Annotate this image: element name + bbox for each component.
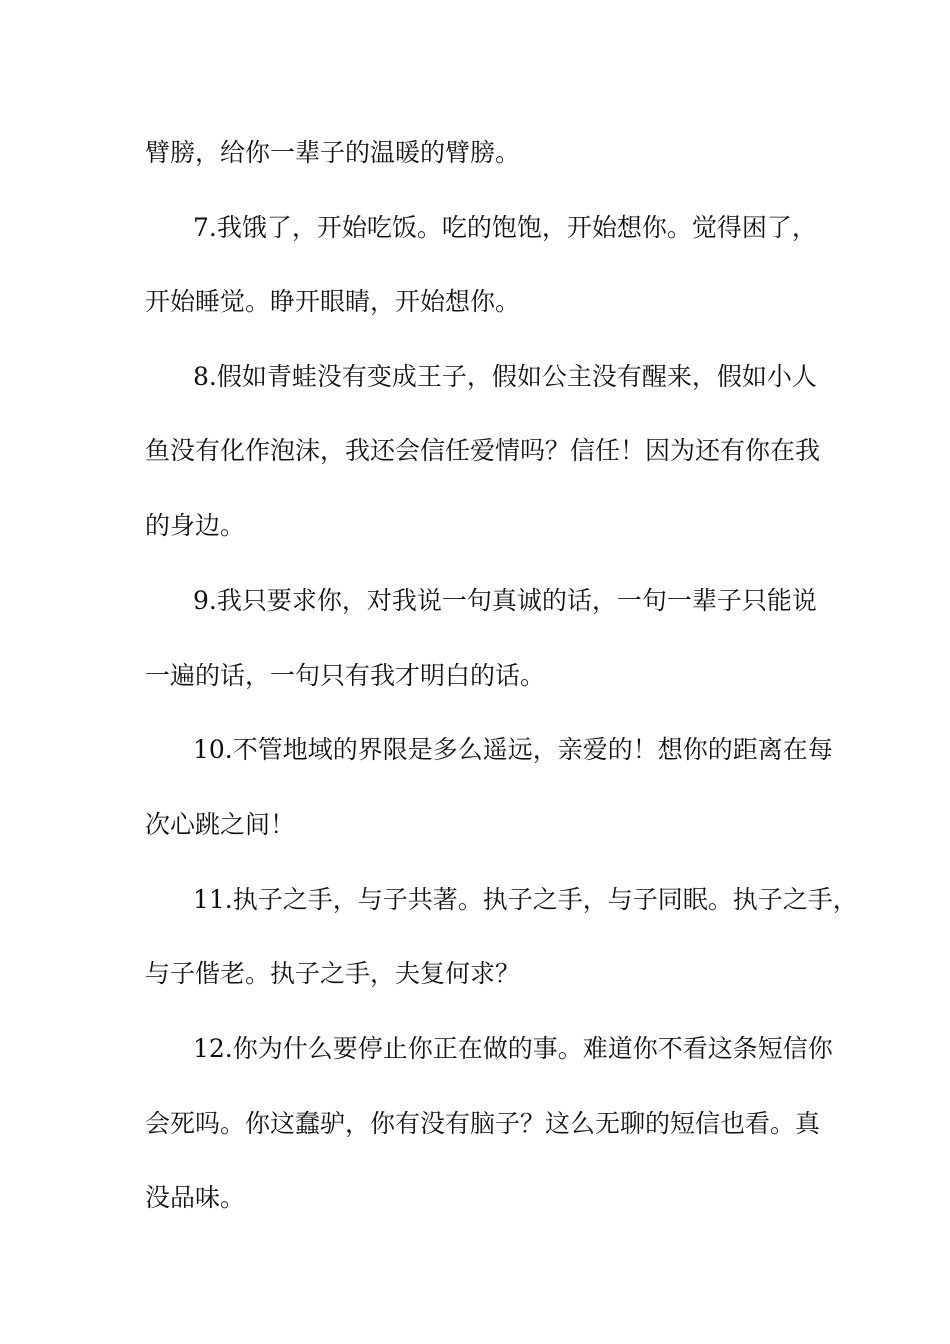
paragraph-line: 10.不管地域的界限是多么遥远，亲爱的！想你的距离在每 [193, 735, 833, 764]
paragraph-line: 11.执子之手，与子共著。执子之手，与子同眠。执子之手， [193, 885, 858, 914]
paragraph-line: 与子偕老。执子之手，夫复何求？ [145, 959, 521, 988]
paragraph-line: 12.你为什么要停止你正在做的事。难道你不看这条短信你 [193, 1034, 833, 1063]
paragraph-line: 没品味。 [145, 1183, 246, 1212]
paragraph-line: 一遍的话，一句只有我才明白的话。 [145, 661, 546, 690]
paragraph-line: 开始睡觉。睁开眼睛，开始想你。 [145, 287, 521, 316]
paragraph-line: 8.假如青蛙没有变成王子，假如公主没有醒来，假如小人 [193, 362, 817, 391]
paragraph-line: 次心跳之间！ [145, 810, 296, 839]
paragraph-line: 9.我只要求你，对我说一句真诚的话，一句一辈子只能说 [193, 586, 817, 615]
paragraph-line: 7.我饿了，开始吃饭。吃的饱饱，开始想你。觉得困了， [193, 213, 817, 242]
paragraph-line: 鱼没有化作泡沫，我还会信任爱情吗？信任！因为还有你在我 [145, 436, 821, 465]
paragraph-line: 会死吗。你这蠢驴，你有没有脑子？这么无聊的短信也看。真 [145, 1109, 821, 1138]
paragraph-line: 的身边。 [145, 511, 246, 540]
paragraph-line: 臂膀，给你一辈子的温暖的臂膀。 [145, 138, 521, 167]
